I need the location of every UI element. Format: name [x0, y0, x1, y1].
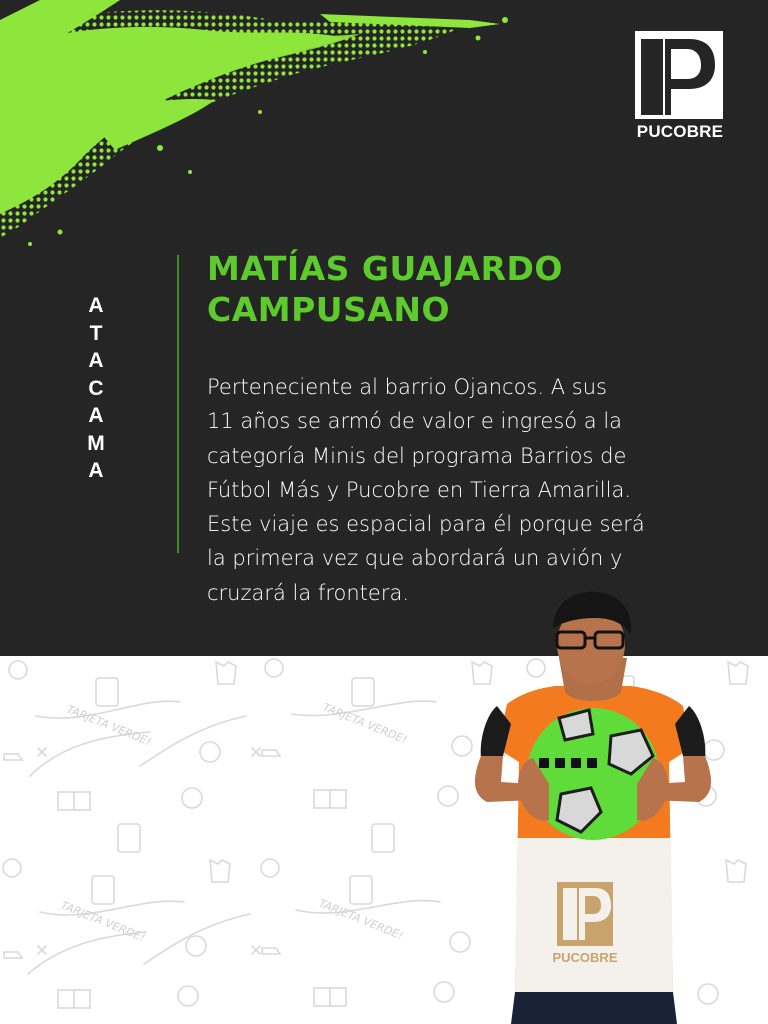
- bio-line: Fútbol Más y Pucobre en Tierra Amarilla.: [207, 477, 631, 502]
- pucobre-logo-icon: [635, 31, 723, 119]
- pattern-text: TARJETA VERDE!: [58, 898, 147, 945]
- region-label-letter: C: [88, 376, 104, 400]
- athlete-name: [207, 248, 627, 330]
- athlete-bio: [207, 370, 707, 610]
- region-label-letter: A: [88, 404, 104, 427]
- divider-line: [177, 255, 179, 553]
- pucobre-logo: [634, 30, 726, 142]
- logo-wordmark: PUCOBRE: [636, 122, 724, 141]
- bio-line: Este viaje es espacial para él porque será: [207, 512, 645, 537]
- bio-line: cruzará la frontera.: [207, 580, 409, 605]
- region-label-letter: A: [88, 459, 104, 482]
- bio-line: 11 años se armó de valor e ingresó a la: [207, 409, 623, 434]
- region-label-letter: T: [89, 321, 103, 345]
- pattern-text: TARJETA VERDE!: [320, 700, 409, 747]
- region-label-letter: M: [87, 431, 105, 455]
- bio-line: Perteneciente al barrio Ojancos. A sus: [207, 375, 607, 399]
- athlete-name-line: MATÍAS GUAJARDO: [207, 249, 563, 288]
- player-photo: [463, 588, 723, 1024]
- athlete-name-line: CAMPUSANO: [207, 290, 451, 329]
- paint-splash-graphic: [0, 0, 520, 250]
- pattern-text: TARJETA VERDE!: [64, 702, 153, 749]
- region-label: [84, 292, 108, 485]
- region-label-letter: A: [88, 349, 104, 372]
- region-label-letter: A: [88, 294, 104, 317]
- bio-line: categoría Minis del programa Barrios de: [207, 443, 627, 468]
- vest-logo-text: PUCOBRE: [552, 950, 618, 965]
- pattern-text: TARJETA VERDE!: [316, 896, 405, 943]
- bio-line: la primera vez que abordará un avión y: [207, 546, 623, 571]
